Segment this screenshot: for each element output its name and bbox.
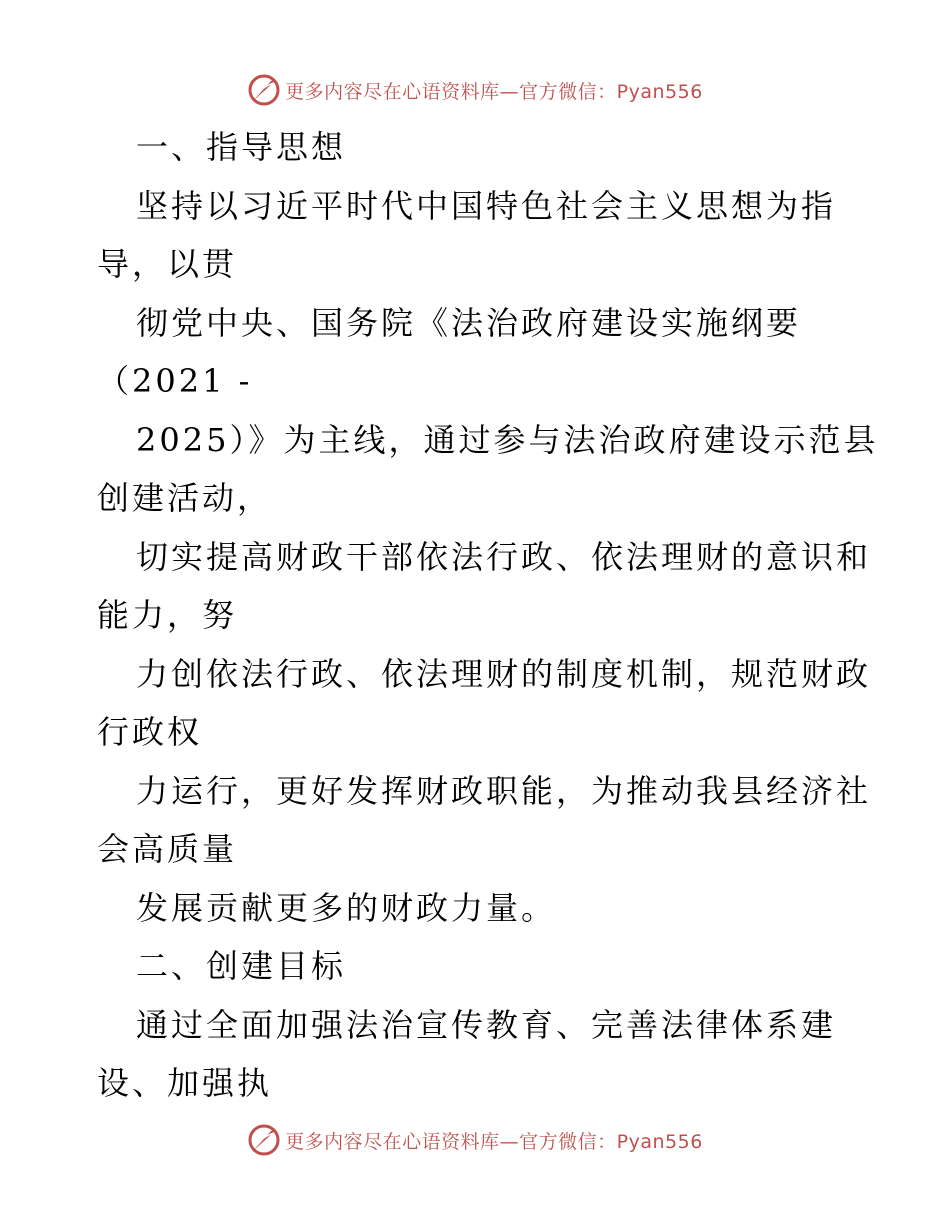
paragraph-line: 能力，努 bbox=[97, 596, 238, 634]
paragraph-line: 行政权 bbox=[97, 713, 203, 751]
paragraph-line: （2021 - bbox=[97, 362, 253, 400]
paragraph-line: 导，以贯 bbox=[97, 245, 238, 283]
paragraph-line: 切实提高财政干部依法行政、依法理财的意识和 bbox=[136, 538, 872, 576]
paragraph-line: 彻党中央、国务院《法治政府建设实施纲要 bbox=[136, 304, 802, 342]
watermark-header bbox=[0, 70, 950, 110]
watermark-text: 更多内容尽在心语资料库—官方微信：Pyan556 bbox=[285, 1130, 703, 1153]
feather-pen-logo-icon bbox=[247, 1123, 281, 1157]
paragraph-line: 发展贡献更多的财政力量。 bbox=[136, 889, 557, 927]
watermark-text: 更多内容尽在心语资料库—官方微信：Pyan556 bbox=[285, 80, 703, 103]
paragraph-line: 会高质量 bbox=[97, 830, 238, 868]
feather-pen-logo-icon bbox=[247, 73, 281, 107]
paragraph-line: 坚持以习近平时代中国特色社会主义思想为指 bbox=[136, 187, 837, 225]
section-heading: 一、指导思想 bbox=[136, 128, 347, 166]
paragraph-line: 设、加强执 bbox=[97, 1064, 273, 1102]
paragraph-line: 创建活动， bbox=[97, 479, 273, 517]
watermark-footer bbox=[0, 1120, 950, 1160]
paragraph-line: 2025）》为主线，通过参与法治政府建设示范县 bbox=[136, 421, 879, 459]
paragraph-line: 力运行，更好发挥财政职能，为推动我县经济社 bbox=[136, 772, 872, 810]
paragraph-line: 力创依法行政、依法理财的制度机制，规范财政 bbox=[136, 655, 872, 693]
paragraph-line: 通过全面加强法治宣传教育、完善法律体系建 bbox=[136, 1006, 837, 1044]
section-heading: 二、创建目标 bbox=[136, 947, 347, 985]
